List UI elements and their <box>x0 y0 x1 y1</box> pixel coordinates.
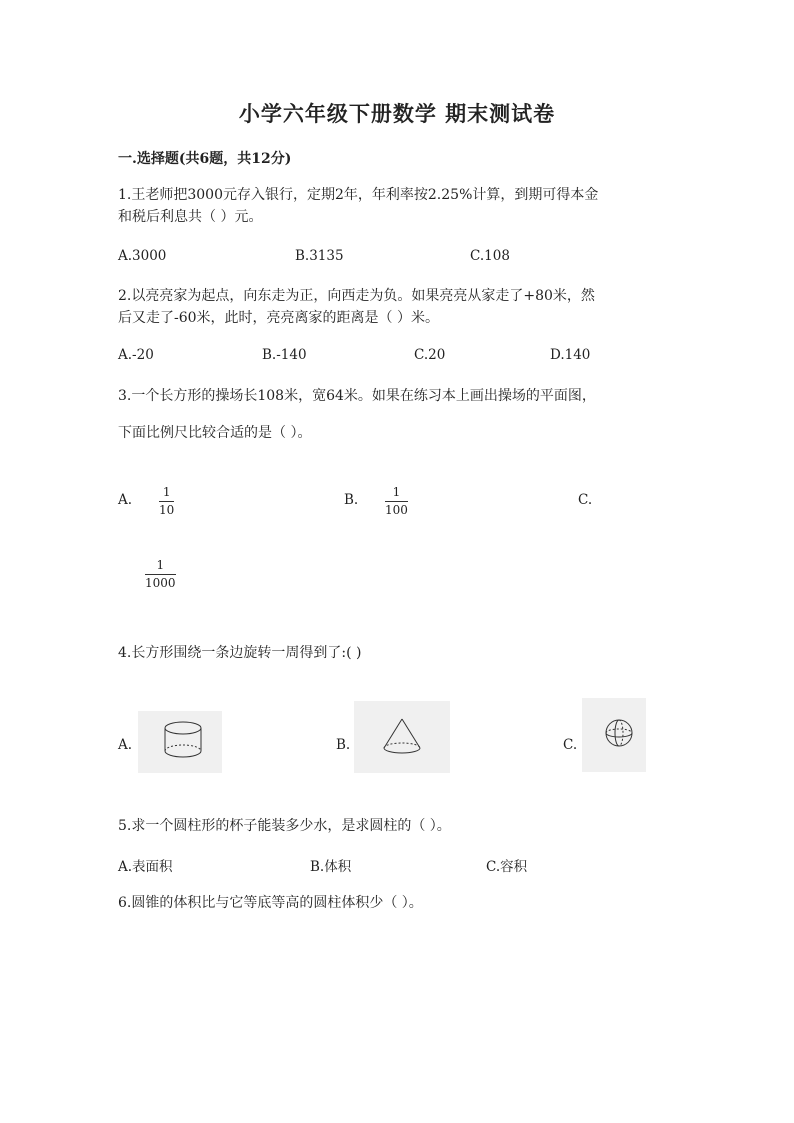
fraction-denominator: 100 <box>385 503 408 517</box>
question-4-option-c-label: C. <box>563 737 578 753</box>
question-5-line-1: 5.求一个圆柱形的杯子能装多少水，是求圆柱的（ ）。 <box>118 818 451 834</box>
question-5-option-a: A.表面积 <box>118 859 173 875</box>
fraction-numerator: 1 <box>162 485 171 499</box>
question-2-line-1: 2.以亮亮家为起点，向东走为正，向西走为负。如果亮亮从家走了+80米，然 <box>118 288 595 304</box>
question-2-option-c: C.20 <box>414 347 446 363</box>
question-1-option-a: A.3000 <box>118 248 167 264</box>
page-title: 小学六年级下册数学 期末测试卷 <box>238 101 556 126</box>
cylinder-icon <box>138 711 222 773</box>
question-3-option-a-label: A. <box>118 492 133 508</box>
question-3-option-a-fraction <box>159 485 174 518</box>
fraction-numerator: 1 <box>156 558 165 572</box>
question-2-line-2: 后又走了-60米，此时，亮亮离家的距离是（ ）米。 <box>118 310 439 326</box>
question-1-line-1: 1.王老师把3000元存入银行，定期2年，年利率按2.25%计算，到期可得本金 <box>118 187 599 203</box>
fraction-denominator: 10 <box>159 503 175 517</box>
question-3-option-b-label: B. <box>344 492 359 508</box>
question-4-option-b-label: B. <box>336 737 351 753</box>
fraction-numerator: 1 <box>392 485 401 499</box>
question-3-option-b-fraction <box>385 485 408 518</box>
question-6-line-1: 6.圆锥的体积比与它等底等高的圆柱体积少（ ）。 <box>118 895 423 911</box>
fraction-bar <box>159 501 174 502</box>
cone-icon <box>354 701 450 773</box>
section-heading: 一.选择题(共6题，共12分) <box>118 151 292 167</box>
question-4-line-1: 4.长方形围绕一条边旋转一周得到了:( ) <box>118 645 362 661</box>
question-4-option-a-label: A. <box>118 737 133 753</box>
fraction-bar <box>145 574 176 575</box>
question-2-option-d: D.140 <box>550 347 591 363</box>
question-5-option-c: C.容积 <box>486 859 528 875</box>
question-1-option-b: B.3135 <box>295 248 344 264</box>
question-3-line-2: 下面比例尺比较合适的是（ ）。 <box>118 425 312 441</box>
fraction-denominator: 1000 <box>145 576 176 590</box>
question-2-option-a: A.-20 <box>118 347 154 363</box>
question-1-line-2: 和税后利息共（ ）元。 <box>118 209 263 225</box>
fraction-bar <box>385 501 408 502</box>
question-5-option-b: B.体积 <box>310 859 352 875</box>
question-3-option-c-label: C. <box>578 492 593 508</box>
question-1-option-c: C.108 <box>470 248 510 264</box>
question-2-option-b: B.-140 <box>262 347 307 363</box>
question-3-line-1: 3.一个长方形的操场长108米，宽64米。如果在练习本上画出操场的平面图， <box>118 388 596 404</box>
sphere-icon <box>582 698 646 772</box>
question-3-option-c-fraction <box>145 558 176 591</box>
